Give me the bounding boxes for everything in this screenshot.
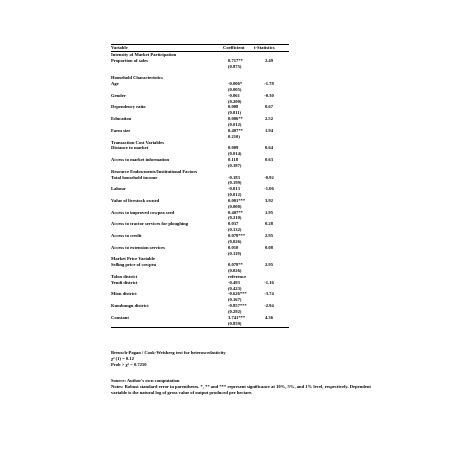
std-error-cell: (0.132) xyxy=(228,227,242,233)
section-label: Transaction Cost Variables xyxy=(111,139,165,145)
std-error-cell: (0.423) xyxy=(228,285,242,291)
tstat-cell: 0.64 xyxy=(264,145,274,151)
tstat-cell: -1.16 xyxy=(264,279,274,285)
variable-label: Mion district xyxy=(111,291,137,297)
std-error-cell: (0.199) xyxy=(228,180,242,186)
table-body xyxy=(111,52,289,327)
tstat-cell: 0.63 xyxy=(264,157,274,163)
tstat-cell: 4.36 xyxy=(264,314,274,320)
coefficient-cell: 0.010 xyxy=(228,244,239,250)
table-header xyxy=(111,45,289,51)
bp-prob: Prob > χ² = 0.7250 xyxy=(111,361,147,367)
variable-label: Kumbungu district xyxy=(111,303,149,309)
variable-label: Farm size xyxy=(111,127,131,133)
bp-chi: χ² (1) = 0.12 xyxy=(111,355,134,361)
coefficient-cell: 0.118 xyxy=(228,157,239,163)
regression-table xyxy=(111,44,289,328)
coefficient-cell: 0.009 xyxy=(228,145,239,151)
coefficient-cell: 0.006** xyxy=(228,116,243,122)
tstat-cell: 2.49 xyxy=(264,57,274,63)
coefficient-cell: -0.061 xyxy=(228,92,240,98)
variable-label: Age xyxy=(111,81,119,87)
variable-label: Distance to market xyxy=(111,145,149,151)
variable-label: Gender xyxy=(111,92,126,98)
std-error-cell: (0.119) xyxy=(228,250,242,256)
coefficient-cell: reference xyxy=(228,273,247,279)
variable-label: Yendi district xyxy=(111,279,138,285)
tstat-cell: 1.94 xyxy=(264,127,274,133)
source-note: Source: Author's own computation xyxy=(111,378,180,383)
coefficient-cell: 0.001*** xyxy=(228,197,246,203)
variable-label: Labour xyxy=(111,186,126,192)
coefficient-cell: -0.183 xyxy=(228,174,240,180)
variable-label: Total household income xyxy=(111,174,158,180)
bottom-rule xyxy=(111,327,289,328)
tstat-cell: 2.95 xyxy=(264,233,274,238)
coefficient-cell: 3.741*** xyxy=(228,314,246,320)
std-error-cell: (0.014) xyxy=(228,151,242,157)
variable-label: Selling price of cowpea xyxy=(111,262,157,268)
tstat-cell: 3.92 xyxy=(264,197,274,203)
std-error-cell: (0.187) xyxy=(228,162,242,168)
section-label: Resource Endowments/Institutional Factors xyxy=(111,168,198,174)
header-variable: Variable xyxy=(111,45,128,50)
bp-title: Breusch-Pagan / Cook-Weisberg test for heteroscedasticity xyxy=(111,350,226,355)
variable-label: Access to credit xyxy=(111,233,142,238)
std-error-cell: (0.011) xyxy=(228,110,242,116)
std-error-row xyxy=(111,321,289,327)
tstat-cell: -1.06 xyxy=(264,186,274,192)
std-error-cell: (0.200) xyxy=(228,98,242,104)
std-error-cell: (0.167) xyxy=(228,297,242,303)
coefficient-cell: -0.857*** xyxy=(228,303,247,309)
tstat-cell: -3.74 xyxy=(264,291,274,297)
variable-label: Proportion of sales xyxy=(111,57,148,63)
variable-label: Value of livestock owned xyxy=(111,197,160,203)
coefficient-cell: 0.407** xyxy=(228,127,243,133)
coefficient-cell: 0.037 xyxy=(228,221,239,227)
std-error-cell: (0.026) xyxy=(228,268,242,274)
coefficient-cell: -0.626*** xyxy=(228,291,247,297)
variable-label: Access to improved cowpea seed xyxy=(111,209,175,215)
coefficient-cell: -0.006* xyxy=(228,81,243,87)
std-error-cell: (0.012) xyxy=(228,192,242,198)
section-label: Market Price Variable xyxy=(111,256,155,262)
tstat-cell: -2.94 xyxy=(264,303,274,309)
variable-label: Access to extension services xyxy=(111,244,165,250)
std-error-cell: (0.210) xyxy=(228,215,242,221)
std-error-cell: (0.005) xyxy=(228,86,242,92)
variable-label: Constant xyxy=(111,314,129,320)
coefficient-cell: -0.493 xyxy=(228,279,240,285)
tstat-cell: 1.95 xyxy=(264,209,274,215)
tstat-cell: 0.08 xyxy=(264,244,274,250)
coefficient-cell: 0.008 xyxy=(228,104,239,110)
section-label: Household Characteristics xyxy=(111,75,163,81)
tstat-cell: -0.30 xyxy=(264,92,274,98)
coefficient-cell: 0.078** xyxy=(228,262,243,268)
tstat-cell: -1.78 xyxy=(264,81,274,87)
tstat-cell: 2.52 xyxy=(264,116,274,122)
section-label: Intensity of Market Participation xyxy=(111,51,177,57)
variable-label: Tolon district xyxy=(111,273,138,279)
std-error-cell: (0.000) xyxy=(228,203,242,209)
variable-label: Dependency ratio xyxy=(111,104,146,110)
tstat-cell: 0.28 xyxy=(264,221,274,227)
coefficient-cell: 0.717** xyxy=(228,57,243,63)
table-footnotes xyxy=(111,378,371,396)
variable-label: Access to market information xyxy=(111,157,170,163)
coefficient-cell: 0.078*** xyxy=(228,233,246,238)
std-error-cell: 0.210) xyxy=(228,133,240,139)
variable-label: Education xyxy=(111,116,132,122)
variable-label: Access to tractor services for ploughing xyxy=(111,221,189,227)
heteroscedasticity-test xyxy=(111,350,289,368)
std-error-cell: (0.012) xyxy=(228,121,242,127)
coefficient-cell: -0.013 xyxy=(228,186,240,192)
tstat-cell: 2.95 xyxy=(264,262,274,268)
notes-text: Notes: Robust standard error in parentheses. *, ** and *** represent significance at 10%, 5%, and 1% level, respectively. Dependent variable is the natural log of gross value of output produced per hectare. xyxy=(111,383,371,395)
std-error-cell: (0.292) xyxy=(228,308,242,314)
tstat-cell: 0.67 xyxy=(264,104,274,110)
tstat-cell: -0.92 xyxy=(264,174,274,180)
coefficient-cell: 0.407** xyxy=(228,209,243,215)
std-error-cell: (0.875) xyxy=(228,63,242,69)
std-error-cell: (0.026) xyxy=(228,238,242,244)
header-coefficient: Coefficient xyxy=(223,45,245,50)
header-tstat: t-Statistics xyxy=(254,45,275,50)
std-error-cell: (0.859) xyxy=(228,320,242,326)
